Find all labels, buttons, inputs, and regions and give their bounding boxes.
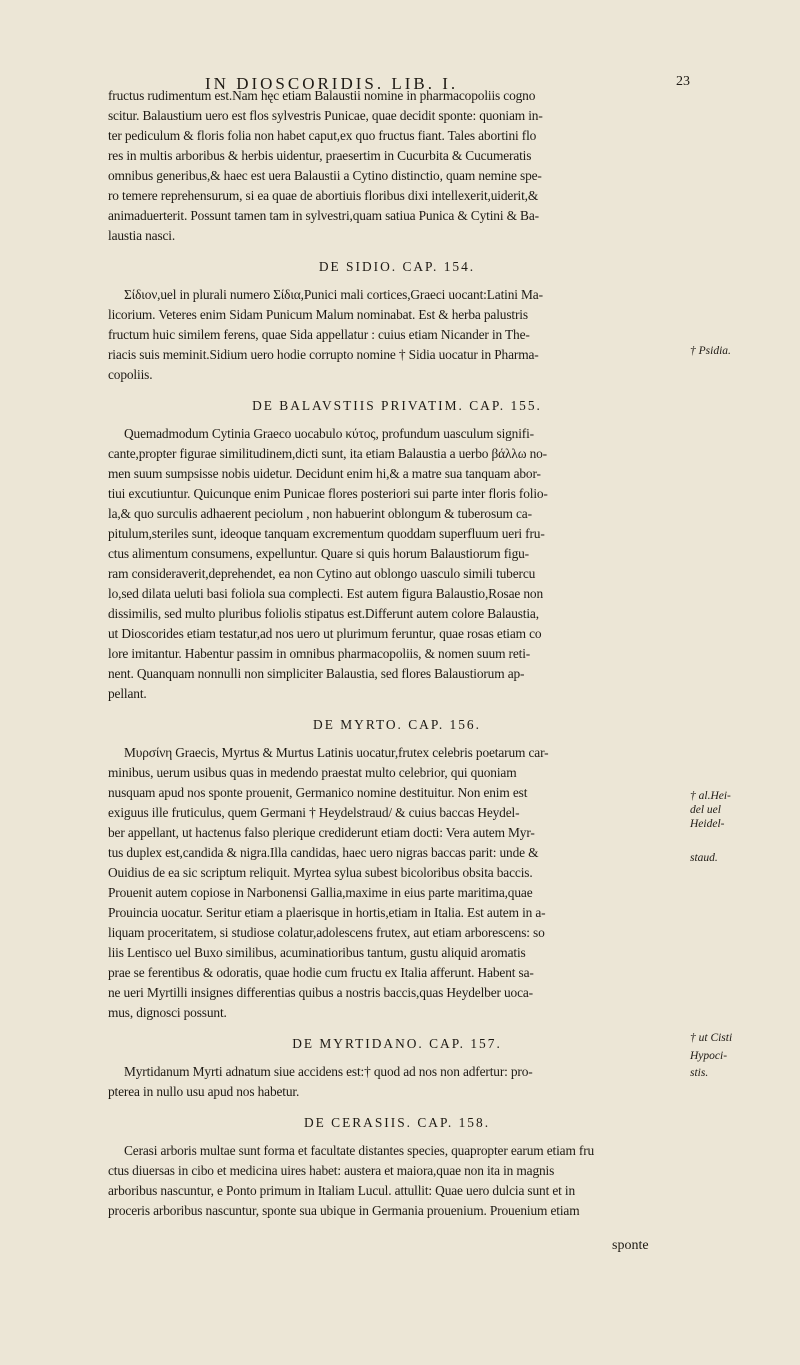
margin-note: † al.Hei-	[690, 790, 731, 802]
text-line: ctus alimentum consumens, expelluntur. Quare si quis horum Balaustiorum figu-	[108, 546, 529, 561]
text-line: pterea in nullo usu apud nos habetur.	[108, 1084, 300, 1099]
text-line: laustia nasci.	[108, 228, 176, 243]
text-line: ram consideraverit,deprehendet, ea non Cytino aut oblongo uasculo simili tubercu	[108, 566, 536, 581]
margin-note: † Psidia.	[690, 345, 731, 357]
text-line: Prouincia uocatur. Seritur etiam a plaerisque in hortis,etiam in Italia. Est autem in a-	[108, 905, 546, 920]
text-line: men suum sumpsisse nobis uidetur. Decidunt enim hi,& a matre sua tanquam abor-	[108, 466, 541, 481]
text-line: pellant.	[108, 686, 147, 701]
text-line: copoliis.	[108, 367, 153, 382]
margin-note: Hypoci-	[690, 1050, 728, 1062]
text-line: Quemadmodum Cytinia Graeco uocabulo κύτος, profundum uasculum signifi-	[124, 426, 534, 441]
text-line: liis Lentisco uel Buxo similibus, acuminatioribus tantum, gustu aliquid aromatis	[108, 945, 526, 960]
margin-note: Heidel-	[690, 818, 725, 830]
text-line: lore imitantur. Habentur passim in omnibus pharmacopoliis, & nomen suum reti-	[108, 646, 531, 661]
margin-note: del uel	[690, 804, 721, 816]
margin-note: stis.	[690, 1067, 709, 1079]
text-line: licorium. Veteres enim Sidam Punicum Malum nominabat. Est & herba palustris	[108, 307, 528, 322]
text-line: lo,sed dilata ueluti basi foliola sua complecti. Est autem figura Balaustio,Rosae non	[108, 586, 543, 601]
text-line: ne ueri Myrtilli insignes differentias quibus a nostris baccis,quas Heydelber uoca-	[108, 985, 533, 1000]
section-heading: DE CERASIIS. CAP. 158.	[303, 1115, 491, 1130]
text-line: dissimilis, sed multo pluribus foliolis stipatus est.Differunt autem colore Balaustia,	[108, 606, 539, 621]
text-line: scitur. Balaustium uero est flos sylvestris Punicae, quae decidit sponte: quoniam in-	[108, 108, 543, 123]
text-line: ctus diuersas in cibo et medicina uires habet: austera et maiora,quae non ita in magnis	[108, 1163, 555, 1178]
text-line: tus duplex est,candida & nigra.Illa candidas, haec uero nigras baccas parit: unde &	[108, 845, 539, 860]
page-number: 23	[676, 74, 690, 89]
text-line: minibus, uerum usibus quas in medendo praestat multo celebrior, qui quoniam	[108, 765, 517, 780]
text-line: arboribus nascuntur, e Ponto primum in Italiam Lucul. attullit: Quae uero dulcia sunt et in	[108, 1183, 576, 1198]
text-line: riacis suis meminit.Sidium uero hodie corrupto nomine † Sidia uocatur in Pharma-	[108, 347, 539, 362]
text-line: Μυρσίνη Graecis, Myrtus & Murtus Latinis uocatur,frutex celebris poetarum car-	[124, 745, 549, 760]
text-line: animaduerterit. Possunt tamen tam in sylvestri,quam satiua Punica & Cytini & Ba-	[108, 208, 539, 223]
text-line: prae se ferentibus & odoratis, quae hodie cum fructu ex Italia afferunt. Habent sa-	[108, 965, 534, 980]
text-line: la,& quo surculis adhaerent peciolum , non habuerint oblongum & tuberosum ca-	[108, 506, 532, 521]
section-heading: DE SIDIO. CAP. 154.	[318, 259, 476, 274]
text-line: Ouidius de ea sic scriptum reliquit. Myrtea sylua subest bicoloribus obsita baccis.	[108, 865, 533, 880]
text-line: res in multis arboribus & herbis uidentur, praesertim in Cucurbita & Cucumeratis	[108, 148, 532, 163]
section-heading: DE MYRTIDANO. CAP. 157.	[292, 1036, 502, 1051]
text-line: Σίδιον,uel in plurali numero Σίδια,Punici mali cortices,Graeci uocant:Latini Ma-	[124, 287, 543, 302]
text-line: cante,propter figurae similitudinem,dicti sunt, ita etiam Balaustia a uerbo βάλλω no-	[108, 446, 547, 461]
catchword: sponte	[612, 1238, 649, 1253]
text-line: ro temere reprehensurum, si ea quae de abortiuis floribus dixi intellexerit,uiderit,&	[108, 188, 539, 203]
section-heading: DE BALAVSTIIS PRIVATIM. CAP. 155.	[252, 398, 542, 413]
text-line: tiui excutiuntur. Quicunque enim Punicae flores posteriori sui parte inter floris folio-	[108, 486, 548, 501]
text-line: fructus rudimentum est.Nam hęc etiam Balaustii nomine in pharmacopoliis cogno	[108, 88, 536, 103]
text-line: Cerasi arboris multae sunt forma et facultate distantes species, quapropter earum etiam fru	[124, 1143, 595, 1158]
main-text-column	[108, 86, 686, 1221]
text-line: exiguus ille fruticulus, quem Germani † Heydelstraud/ & cuius baccas Heydel-	[108, 805, 520, 820]
text-line: nusquam apud nos sponte prouenit, Germanico nomine destituitur. Non enim est	[108, 785, 528, 800]
running-head: IN DIOSCORIDIS. LIB. I.	[205, 74, 459, 93]
text-line: ut Dioscorides etiam testatur,ad nos uero ut plurimum feruntur, quae rosas etiam co	[108, 626, 542, 641]
margin-note: † ut Cisti	[690, 1032, 733, 1044]
text-line: Prouenit autem copiose in Narbonensi Gallia,maxime in eius parte maritima,quae	[108, 885, 533, 900]
text-line: mus, dignosci possunt.	[108, 1005, 227, 1020]
text-line: nent. Quanquam nonnulli non simpliciter Balaustia, sed flores Balaustiorum ap-	[108, 666, 525, 681]
margin-note: staud.	[690, 852, 718, 864]
text-line: omnibus generibus,& haec est uera Balaustii a Cytino distinctio, quam nemine spe-	[108, 168, 542, 183]
text-line: proceris arboribus nascuntur, sponte sua ubique in Germania prouenium. Prouenium etiam	[108, 1203, 580, 1218]
text-line: pitulum,steriles sunt, ideoque tanquam excrementum quoddam superfluum ueri fru-	[108, 526, 545, 541]
text-line: ber appellant, ut hactenus falso plerique crediderunt etiam docti: Vera autem Myr-	[108, 825, 535, 840]
text-line: Myrtidanum Myrti adnatum siue accidens est:† quod ad nos non adfertur: pro-	[124, 1064, 533, 1079]
text-line: fructum huic similem ferens, quae Sida appellatur : cuius etiam Nicander in The-	[108, 327, 530, 342]
text-line: liquam proceritatem, si studiose colatur,adolescens frutex, aut etiam arborescens: so	[108, 925, 545, 940]
text-line: ter pediculum & floris folia non habet caput,ex quo fructus fiant. Tales abortini flo	[108, 128, 537, 143]
section-heading: DE MYRTO. CAP. 156.	[313, 717, 481, 732]
